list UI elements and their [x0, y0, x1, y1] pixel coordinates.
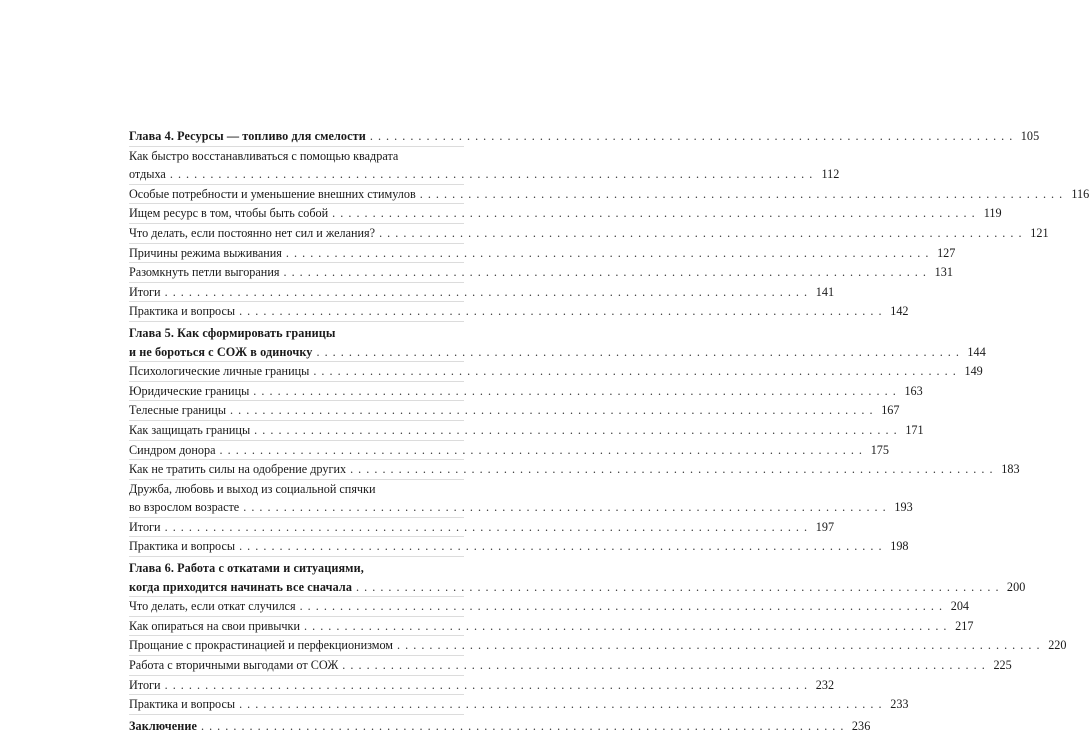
toc-entry-line: [129, 480, 464, 499]
toc-page-number: 236: [851, 718, 871, 733]
toc-entry: [129, 636, 1067, 656]
dot-leader: . . . . . . . . . . . . . . . . . . . . . . . . . . . . . . . . . . . . . . . . . . . . . . . . . . . . . . . . . . . . . . . . . . . . . . . . . . . . . . . .: [316, 344, 960, 359]
toc-entry-line: [129, 695, 909, 714]
toc-entry: [129, 480, 913, 518]
toc-page-number: 141: [815, 284, 835, 299]
toc-entry-line: [129, 302, 909, 321]
toc-entry: [129, 518, 835, 538]
toc-entry-line: [129, 421, 924, 440]
toc-entry-title: Заключение: [129, 718, 197, 733]
toc-entry-title: Итоги: [129, 519, 161, 534]
dot-leader: . . . . . . . . . . . . . . . . . . . . . . . . . . . . . . . . . . . . . . . . . . . . . . . . . . . . . . . . . . . . . . . . . . . . . . . . . . . . . . . .: [299, 599, 944, 614]
toc-page-number: 204: [950, 599, 970, 614]
toc-entry-line: [129, 518, 835, 537]
toc-entry: [129, 302, 909, 322]
toc-page-number: 197: [815, 519, 835, 534]
toc-entry: [129, 382, 923, 402]
toc-entry-title: Психологические личные границы: [129, 364, 310, 379]
toc-page-number: 198: [890, 539, 909, 554]
toc-entry-title: и не бороться с СОЖ в одиночку: [129, 344, 313, 359]
toc-entry-title: Разомкнуть петли выгорания: [129, 265, 280, 280]
toc-entry: [129, 421, 924, 441]
toc-entry-title: Прощание с прокрастинацией и перфекционизмом: [129, 638, 394, 653]
toc-entry-title: Работа с вторичными выгодами от СОЖ: [129, 658, 339, 673]
toc-entry-title: Глава 4. Ресурсы — топливо для смелости: [129, 129, 366, 143]
toc-entry-line: [129, 498, 913, 517]
toc-entry: [129, 695, 909, 715]
toc-entry-line: [129, 165, 840, 184]
toc-page-number: 163: [904, 383, 923, 398]
dot-leader: . . . . . . . . . . . . . . . . . . . . . . . . . . . . . . . . . . . . . . . . . . . . . . . . . . . . . . . . . . . . . . . . . . . . . . . . . . . . . . . .: [379, 225, 1023, 240]
toc-entry-line: [129, 636, 1067, 655]
toc-page-number: 127: [937, 245, 956, 260]
toc-entry-title: Как быстро восстанавливаться с помощью квадрата: [129, 148, 399, 163]
dot-leader: . . . . . . . . . . . . . . . . . . . . . . . . . . . . . . . . . . . . . . . . . . . . . . . . . . . . . . . . . . . . . . . . . . . . . . . . . . . . . . . .: [164, 284, 809, 299]
toc-page-number: 119: [983, 206, 1002, 221]
toc-page-number: 167: [881, 403, 900, 418]
toc-entry: [129, 441, 889, 461]
toc-entry-line: [129, 224, 1049, 243]
toc-chapter-entry: [129, 324, 986, 362]
toc-entry-line: [129, 324, 464, 343]
toc-entry-title: Ищем ресурс в том, чтобы быть собой: [129, 206, 329, 221]
toc-entry-title: Практика и вопросы: [129, 697, 236, 712]
toc-entry-line: [129, 676, 835, 695]
toc-entry-title: Особые потребности и уменьшение внешних стимулов: [129, 186, 416, 201]
toc-entry-title: когда приходится начинать все сначала: [129, 579, 353, 594]
toc-entry: [129, 263, 953, 283]
dot-leader: . . . . . . . . . . . . . . . . . . . . . . . . . . . . . . . . . . . . . . . . . . . . . . . . . . . . . . . . . . . . . . . . . . . . . . . . . . . . . . . .: [230, 403, 874, 418]
dot-leader: . . . . . . . . . . . . . . . . . . . . . . . . . . . . . . . . . . . . . . . . . . . . . . . . . . . . . . . . . . . . . . . . . . . . . . . . . . . . . . . .: [342, 658, 986, 673]
toc-entry: [129, 676, 835, 696]
toc-entry-line: [129, 283, 835, 302]
toc-entry-title: Практика и вопросы: [129, 539, 236, 554]
toc-entry-line: [129, 204, 1002, 223]
toc-entry-line: [129, 343, 986, 362]
toc-page-number: 200: [1006, 579, 1026, 594]
toc-page-number: 233: [890, 697, 909, 712]
toc-entry-title: Что делать, если откат случился: [129, 599, 296, 614]
toc-entry-title: Как не тратить силы на одобрение других: [129, 462, 347, 477]
toc-entry-line: [129, 185, 1089, 204]
dot-leader: . . . . . . . . . . . . . . . . . . . . . . . . . . . . . . . . . . . . . . . . . . . . . . . . . . . . . . . . . . . . . . . . . . . . . . . . . . . . . . . .: [419, 186, 1064, 201]
toc-page-number: 220: [1048, 638, 1067, 653]
dot-leader: . . . . . . . . . . . . . . . . . . . . . . . . . . . . . . . . . . . . . . . . . . . . . . . . . . . . . . . . . . . . . . . . . . . . . . . . . . . . . . . .: [239, 539, 883, 554]
toc-entry: [129, 537, 909, 557]
toc-page-number: 193: [894, 500, 913, 515]
toc-entry: [129, 617, 974, 637]
toc-entry-line: [129, 263, 953, 282]
toc-entry-title: Как защищать границы: [129, 422, 251, 437]
toc-chapter-entry: [129, 559, 1026, 597]
toc-entry-line: [129, 717, 871, 736]
toc-entry: [129, 283, 835, 303]
dot-leader: . . . . . . . . . . . . . . . . . . . . . . . . . . . . . . . . . . . . . . . . . . . . . . . . . . . . . . . . . . . . . . . . . . . . . . . . . . . . . . . .: [285, 245, 930, 260]
toc-page-number: 144: [967, 344, 986, 359]
toc-entry-title: Итоги: [129, 284, 161, 299]
toc-entry-line: [129, 441, 889, 460]
dot-leader: . . . . . . . . . . . . . . . . . . . . . . . . . . . . . . . . . . . . . . . . . . . . . . . . . . . . . . . . . . . . . . . . . . . . . . . . . . . . . . . .: [164, 519, 809, 534]
dot-leader: . . . . . . . . . . . . . . . . . . . . . . . . . . . . . . . . . . . . . . . . . . . . . . . . . . . . . . . . . . . . . . . . . . . . . . . . . . . . . . . .: [200, 718, 845, 733]
dot-leader: . . . . . . . . . . . . . . . . . . . . . . . . . . . . . . . . . . . . . . . . . . . . . . . . . . . . . . . . . . . . . . . . . . . . . . . . . . . . . . . .: [243, 500, 887, 515]
toc-page-number: 183: [1001, 462, 1020, 477]
toc-entry-line: [129, 597, 970, 616]
toc-page-number: 217: [955, 618, 974, 633]
toc-entry-line: [129, 127, 1040, 146]
dot-leader: . . . . . . . . . . . . . . . . . . . . . . . . . . . . . . . . . . . . . . . . . . . . . . . . . . . . . . . . . . . . . . . . . . . . . . . . . . . . . . . .: [164, 677, 809, 692]
toc-page-number: 232: [815, 677, 835, 692]
dot-leader: . . . . . . . . . . . . . . . . . . . . . . . . . . . . . . . . . . . . . . . . . . . . . . . . . . . . . . . . . . . . . . . . . . . . . . . . . . . . . . . .: [239, 697, 883, 712]
toc-chapter-entry: [129, 717, 871, 736]
toc-chapter-entry: [129, 127, 1040, 147]
toc-entry: [129, 244, 956, 264]
toc-entry: [129, 224, 1049, 244]
dot-leader: . . . . . . . . . . . . . . . . . . . . . . . . . . . . . . . . . . . . . . . . . . . . . . . . . . . . . . . . . . . . . . . . . . . . . . . . . . . . . . . .: [254, 422, 898, 437]
dot-leader: . . . . . . . . . . . . . . . . . . . . . . . . . . . . . . . . . . . . . . . . . . . . . . . . . . . . . . . . . . . . . . . . . . . . . . . . . . . . . . . .: [350, 462, 994, 477]
toc-entry-title: Итоги: [129, 677, 161, 692]
toc-page-number: 225: [993, 658, 1012, 673]
toc-entry-title: во взрослом возрасте: [129, 500, 240, 515]
toc-entry-title: Синдром донора: [129, 442, 216, 457]
toc-page-number: 142: [890, 304, 909, 319]
dot-leader: . . . . . . . . . . . . . . . . . . . . . . . . . . . . . . . . . . . . . . . . . . . . . . . . . . . . . . . . . . . . . . . . . . . . . . . . . . . . . . . .: [239, 304, 883, 319]
toc-entry-line: [129, 578, 1026, 597]
toc-entry: [129, 460, 1020, 480]
dot-leader: . . . . . . . . . . . . . . . . . . . . . . . . . . . . . . . . . . . . . . . . . . . . . . . . . . . . . . . . . . . . . . . . . . . . . . . . . . . . . . . .: [356, 579, 1000, 594]
toc-entry-line: [129, 617, 974, 636]
toc-entry-line: [129, 559, 464, 578]
toc-entry-line: [129, 244, 956, 263]
toc-entry: [129, 656, 1012, 676]
toc-entry-title: Что делать, если постоянно нет сил и желания?: [129, 225, 376, 240]
toc-entry-title: Телесные границы: [129, 403, 227, 418]
toc-entry-title: Практика и вопросы: [129, 304, 236, 319]
toc-entry: [129, 147, 840, 185]
toc-entry-title: Юридические границы: [129, 383, 250, 398]
dot-leader: . . . . . . . . . . . . . . . . . . . . . . . . . . . . . . . . . . . . . . . . . . . . . . . . . . . . . . . . . . . . . . . . . . . . . . . . . . . . . . . .: [283, 265, 927, 280]
dot-leader: . . . . . . . . . . . . . . . . . . . . . . . . . . . . . . . . . . . . . . . . . . . . . . . . . . . . . . . . . . . . . . . . . . . . . . . . . . . . . . . .: [169, 167, 814, 182]
table-of-contents: [129, 127, 1089, 735]
toc-entry-line: [129, 656, 1012, 675]
toc-page-number: 175: [870, 442, 889, 457]
dot-leader: . . . . . . . . . . . . . . . . . . . . . . . . . . . . . . . . . . . . . . . . . . . . . . . . . . . . . . . . . . . . . . . . . . . . . . . . . . . . . . . .: [304, 618, 948, 633]
toc-entry-title: Глава 6. Работа с откатами и ситуациями,: [129, 561, 364, 576]
dot-leader: . . . . . . . . . . . . . . . . . . . . . . . . . . . . . . . . . . . . . . . . . . . . . . . . . . . . . . . . . . . . . . . . . . . . . . . . . . . . . . . .: [397, 638, 1041, 653]
toc-entry-title: отдыха: [129, 167, 166, 182]
toc-entry-title: Причины режима выживания: [129, 245, 282, 260]
dot-leader: . . . . . . . . . . . . . . . . . . . . . . . . . . . . . . . . . . . . . . . . . . . . . . . . . . . . . . . . . . . . . . . . . . . . . . . . . . . . . . . .: [219, 442, 863, 457]
toc-entry-line: [129, 362, 983, 381]
dot-leader: . . . . . . . . . . . . . . . . . . . . . . . . . . . . . . . . . . . . . . . . . . . . . . . . . . . . . . . . . . . . . . . . . . . . . . . . . . . . . . . .: [332, 206, 976, 221]
toc-entry-line: [129, 382, 923, 401]
toc-page-number: 112: [821, 167, 840, 182]
dot-leader: . . . . . . . . . . . . . . . . . . . . . . . . . . . . . . . . . . . . . . . . . . . . . . . . . . . . . . . . . . . . . . . . . . . . . . . . . . . . . . . .: [253, 383, 897, 398]
toc-page-number: 105: [1020, 129, 1040, 143]
toc-entry: [129, 401, 900, 421]
dot-leader: . . . . . . . . . . . . . . . . . . . . . . . . . . . . . . . . . . . . . . . . . . . . . . . . . . . . . . . . . . . . . . . . . . . . . . . . . . . . . . . .: [313, 364, 957, 379]
toc-page-number: 116: [1071, 186, 1089, 201]
toc-entry: [129, 362, 983, 382]
toc-page-number: 149: [964, 364, 983, 379]
toc-entry: [129, 185, 1089, 205]
toc-entry: [129, 597, 970, 617]
toc-page-number: 131: [934, 265, 953, 280]
toc-page-number: 171: [905, 422, 924, 437]
toc-entry-title: Как опираться на свои привычки: [129, 618, 300, 633]
toc-entry-line: [129, 401, 900, 420]
toc-page-number: 121: [1030, 225, 1049, 240]
toc-entry-title: Глава 5. Как сформировать границы: [129, 325, 336, 340]
toc-entry-line: [129, 537, 909, 556]
toc-entry-line: [129, 460, 1020, 479]
toc-entry-title: Дружба, любовь и выход из социальной спячки: [129, 481, 376, 496]
dot-leader: . . . . . . . . . . . . . . . . . . . . . . . . . . . . . . . . . . . . . . . . . . . . . . . . . . . . . . . . . . . . . . . . . . . . . . . . . . . . . . . .: [369, 129, 1014, 143]
toc-entry: [129, 204, 1002, 224]
toc-entry-line: [129, 147, 464, 166]
